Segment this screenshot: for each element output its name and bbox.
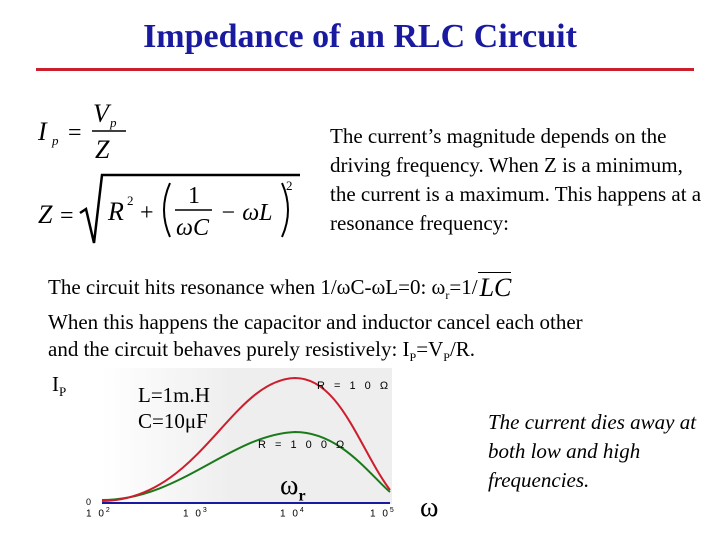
one-numerator: 1 (188, 183, 200, 209)
circuit-values (138, 382, 210, 434)
vp-numerator: V (93, 99, 109, 128)
title-underline (36, 68, 694, 71)
ip-lhs-sub: p (52, 133, 59, 148)
x-tick-1e4: 1 $0^4$ (280, 507, 306, 520)
resonance-line-3: and the circuit behaves purely resistively: I (48, 337, 410, 362)
y-axis-label: $I_P$ (52, 372, 67, 400)
omega-c: ωC (176, 215, 209, 241)
svg-text:=: = (60, 203, 74, 229)
squared-exp: 2 (286, 178, 293, 193)
r-term: R (108, 197, 124, 226)
x-tick-1e5: 1 $0^5$ (370, 507, 396, 520)
vp-sub: p (110, 115, 117, 130)
ip-lhs: I (38, 117, 47, 146)
sqrt-lc: LC (479, 273, 512, 302)
slide-title: Impedance of an RLC Circuit (143, 18, 577, 55)
svg-text:+: + (140, 200, 154, 226)
explanation-paragraph: The current’s magnitude depends on the driving frequency. When Z is a minimum, the current is a maximum. This happens at a resonance frequency: (330, 124, 702, 235)
resonance-paragraph: The circuit hits resonance when 1/ωC-ωL=0: $\omega_r=1/LC$ When this happens the capacitor and inductor cancel each other and the circuit behaves purely resistively: $I_P=V_P/R$. (48, 272, 708, 371)
x-axis-symbol: ω (420, 492, 439, 523)
svg-text:2: 2 (127, 193, 134, 208)
resonance-line-2: When this happens the capacitor and inductor cancel each other (48, 310, 583, 335)
origin-label: 0 (86, 497, 92, 507)
r100-label: R = 1 0 0 Ω (258, 439, 348, 451)
resonance-line-1: The circuit hits resonance when 1/ωC-ωL=0: ω (48, 275, 446, 299)
x-tick-1e3: 1 $0^3$ (183, 507, 209, 520)
svg-text:=: = (68, 120, 82, 146)
r10-label: R = 1 0 Ω (317, 380, 392, 392)
x-tick-1e2: 1 $0^2$ (86, 507, 112, 520)
minus-omega-l: − ωL (220, 200, 273, 226)
z-denominator: Z (95, 135, 110, 164)
side-note: The current dies away at both low and high frequencies. (488, 410, 697, 492)
capacitance-label: C=10μF (138, 409, 208, 433)
resonance-frequency-label: $\omega_r$ (280, 470, 306, 505)
z-lhs: Z (38, 200, 53, 229)
equations-block (30, 95, 330, 250)
inductance-label: L=1m.H (138, 383, 210, 407)
